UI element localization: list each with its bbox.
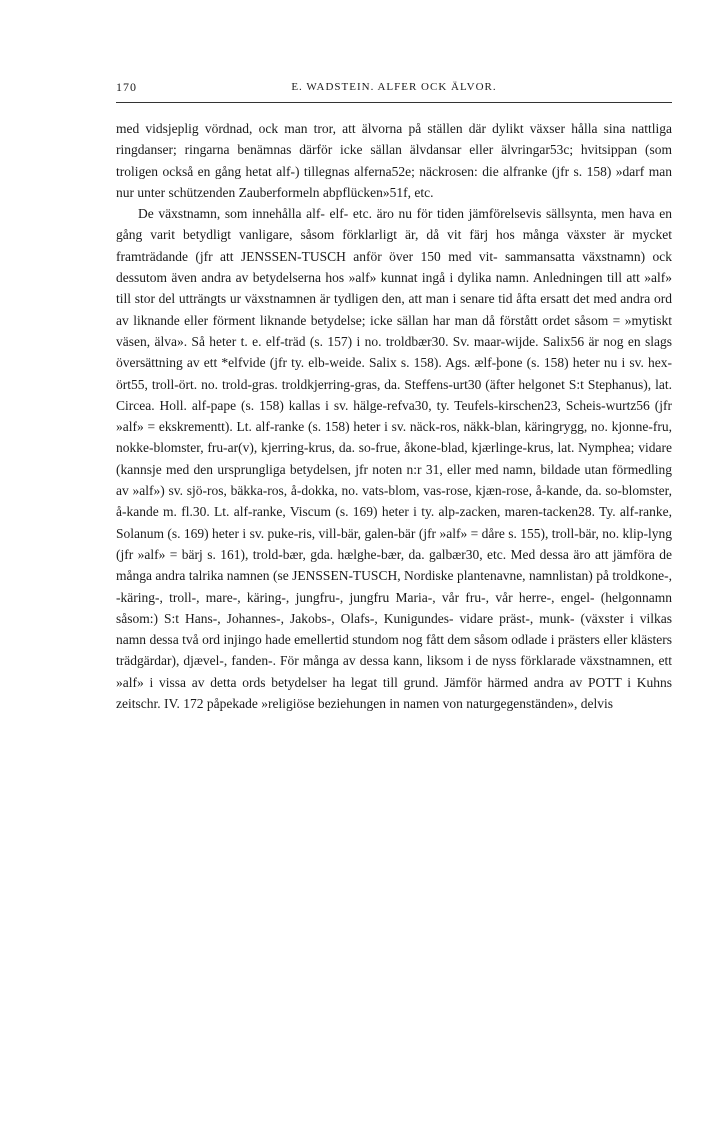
paragraph-1: med vidsjeplig vördnad, ock man tror, att älvorna på ställen där dylikt växser hålla sina nattliga ringdanser; ringarna benämnas därför icke sällan älvdansar eller älvringar53c; hvitsippan (som troligen också en gång hetat alf-) tillegnas alferna52e; näckrosen: die alfranke (jfr s. 158) »darf man nur unter schützenden Zauberformeln abpflücken»51f, etc. bbox=[116, 121, 672, 200]
page-number: 170 bbox=[116, 80, 137, 94]
running-head: E. WADSTEIN. ALFER OCK ÄLVOR. bbox=[291, 81, 497, 93]
header-rule bbox=[116, 102, 672, 103]
page-header bbox=[116, 80, 672, 100]
paragraph-2: De växstnamn, som innehålla alf- elf- etc. äro nu för tiden jämförelsevis sällsynta, men hava en gång varit betydligt vanligare, såsom förklarligt är, då vit färj hos många växster är mycket framträdande (jfr att JENSSEN-TUSCH anför över 150 med vit- sammansatta växstnamn) ock dessutom även andra av betydelserna hos »alf» kunnat ingå i dylika namn. Anledningen till att »alf» till stor del utträngts ur växstnamnen är tydligen den, att man i senare tid åfta ersatt det med andra ord av liknande eller förment liknande betydelse; icke sällan har man då förstått ordet såsom = »mytiskt väsen, älva». Så heter t. e. elf-träd (s. 157) i no. troldbær30. Sv. maar-wijde. Salix56 är nog en slags översättning av ett *elfvide (jfr ty. elb-weide. Salix s. 158). Ags. ælf-þone (s. 158) heter nu i sv. hex-ört55, troll-ört. no. trold-gras. troldkjerring-gras, da. Steffens-urt30 (äfter helgonet S:t Stephanus), lat. Circea. Holl. alf-pape (s. 158) kallas i sv. hälge-refva30, ty. Teufels-kirschen23, Scheis-wurtz56 (jfr »alf» = ekskrementt). Lt. alf-ranke (s. 158) heter i sv. näck-ros, näkk-blan, käringrygg, no. kjonne-fru, nokke-blomster, fru-ar(v), kjerring-krus, da. so-frue, åkone-blad, kjærlinge-krus, lat. Nymphea; vidare (kannsje med den ursprungliga betydelsen, jfr noten n:r 31, eller med namn, bildade utan förmedling av »alf») sv. sjö-ros, bäkka-ros, å-dokka, no. vats-blom, vas-rose, kjæn-rose, å-kande, da. so-blomster, å-kande m. fl.30. Lt. alf-ranke, Viscum (s. 169) heter i ty. alp-zacken, maren-tacken28. Ty. alf-ranke, Solanum (s. 169) heter i sv. puke-ris, vill-bär, galen-bär (jfr »alf» = dåre s. 155), troll-bär, no. klip-lyng (jfr »alf» = bärj s. 161), trold-bær, gda. hælghe-bær, da. galbær30, etc. Med dessa äro att jämföra de många andra talrika namnen (se JENSSEN-TUSCH, Nordiske plantenavne, namnlistan) på troldkone-, -käring-, troll-, mare-, käring-, jungfru-, jungfru Maria-, vår fru-, vår herre-, engel- (helgonnamn såsom:) S:t Hans-, Johannes-, Jakobs-, Olafs-, Kunigundes- vidare präst-, munk- (växster i vilkas namn dessa två ord injingo hade emellertid stundom nog fått dem såsom odlade i prästers eller klästers trädgärdar), djævel-, fanden-. För många av dessa kann, liksom i de nyss förklarade växstnamnen, ett »alf» i vissa av detta ords betydelser ha legat till grund. Jämför härmed andra av POTT i Kuhns zeitschr. IV. 172 påpekade »religiöse beziehungen in namen von naturgegenständen», delvis bbox=[116, 206, 672, 712]
body-text bbox=[116, 118, 672, 714]
